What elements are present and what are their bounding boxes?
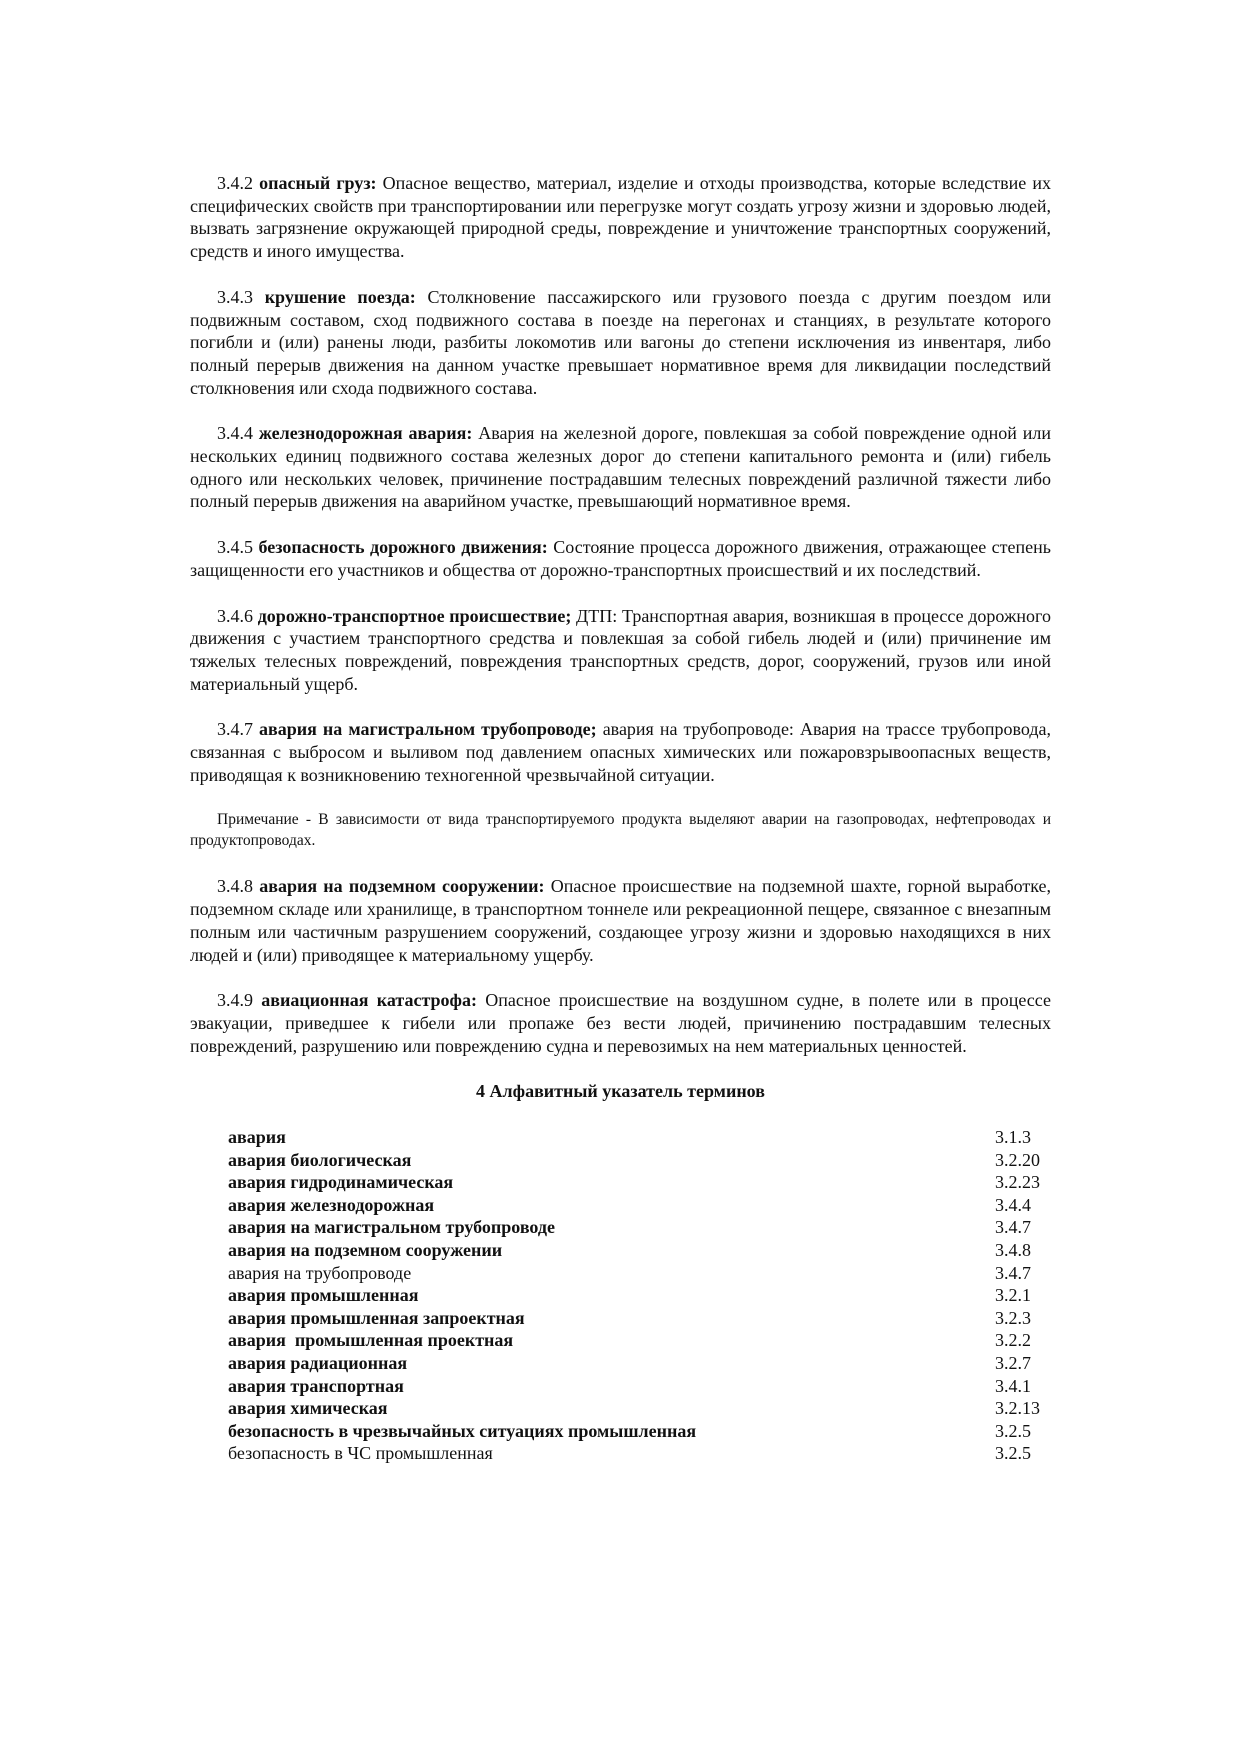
index-row xyxy=(228,1239,1051,1262)
document-page xyxy=(190,172,1051,1465)
index-row xyxy=(228,1216,1051,1239)
note: Примечание - В зависимости от вида транспортируемого продукта выделяют аварии на газопроводах, нефтепроводах и продуктопроводах. xyxy=(190,811,1051,850)
index-term: безопасность в ЧС промышленная xyxy=(228,1443,493,1464)
term-index xyxy=(228,1126,1051,1465)
definition-3-4-2 xyxy=(190,172,1051,263)
index-term: авария гидродинамическая xyxy=(228,1172,454,1193)
index-ref: 3.2.5 xyxy=(995,1443,1031,1464)
index-term: авария химическая xyxy=(228,1398,388,1419)
index-term: авария на трубопроводе xyxy=(228,1262,412,1283)
index-term: авария железнодорожная xyxy=(228,1194,435,1215)
index-ref: 3.4.8 xyxy=(995,1240,1031,1261)
definition-text: авария на трубопроводе: Авария на трассе трубопровода, связанная с выбросом и выливом под давлением опасных химических или пожаровзрывоопасных веществ, приводящая к возникновению техногенной чрезвычайной ситуации. xyxy=(190,719,1052,785)
definition-3-4-6 xyxy=(190,605,1051,696)
clause-number: 3.4.8 xyxy=(217,876,253,897)
index-term: авария на магистральном трубопроводе xyxy=(228,1217,555,1238)
index-row xyxy=(228,1149,1051,1172)
clause-number: 3.4.9 xyxy=(217,990,253,1011)
index-term: авария на подземном сооружении xyxy=(228,1240,503,1261)
index-ref: 3.2.20 xyxy=(995,1149,1040,1170)
index-term: авария промышленная проектная xyxy=(228,1330,514,1351)
clause-number: 3.4.5 xyxy=(217,537,253,558)
definition-text: ДТП: Транспортная авария, возникшая в процессе дорожного движения с участием транспортного средства и повлекшая за собой гибель людей и (или) причинение им тяжелых телесных повреждений, повреждения транспортных средств, дорог, сооружений, грузов или иной материальный ущерб. xyxy=(190,605,1051,694)
index-ref: 3.2.5 xyxy=(995,1420,1031,1441)
index-row xyxy=(228,1397,1051,1420)
definition-text: Опасное происшествие на подземной шахте, горной выработке, подземном складе или хранилище, в транспортном тоннеле или рекреационной пещере, связанное с внезапным полным или частичным разрушением сооружений, создающее угрозу жизни и здоровью находящихся в них людей и (или) приводящее к материальному ущербу. xyxy=(190,876,1052,965)
definition-3-4-5 xyxy=(190,536,1051,581)
index-row xyxy=(228,1126,1051,1149)
definition-text: Состояние процесса дорожного движения, отражающее степень защищенности его участников и общества от дорожно-транспортных происшествий и их последствий. xyxy=(190,537,1051,580)
index-ref: 3.4.4 xyxy=(995,1194,1031,1215)
index-term: авария радиационная xyxy=(228,1353,408,1374)
index-row xyxy=(228,1194,1051,1217)
definition-text: Столкновение пассажирского или грузового поезда с другим поездом или подвижным составом, сход подвижного состава в поезде на перегонах и станциях, в результате которого погибли и (или) ранены люди, разбиты локомотив или вагоны до степени исключения из инвентаря, либо полный перерыв движения на данном участке превышает нормативное время для ликвидации последствий столкновения или схода подвижного состава. xyxy=(190,286,1052,398)
index-row xyxy=(228,1329,1051,1352)
index-row xyxy=(228,1284,1051,1307)
definition-3-4-9 xyxy=(190,989,1051,1057)
index-ref: 3.2.1 xyxy=(995,1285,1031,1306)
index-term: авария промышленная запроектная xyxy=(228,1307,525,1328)
defined-term: безопасность дорожного движения: xyxy=(258,537,548,558)
definition-3-4-8 xyxy=(190,875,1051,966)
clause-number: 3.4.2 xyxy=(217,173,253,193)
index-row xyxy=(228,1420,1051,1443)
index-row xyxy=(228,1262,1051,1285)
defined-term: авария на подземном сооружении: xyxy=(259,876,545,897)
index-term: авария промышленная xyxy=(228,1285,419,1306)
definition-text: Опасное происшествие на воздушном судне, в полете или в процессе эвакуации, приведшее к гибели или пропаже без вести людей, причинению пострадавшим телесных повреждений, разрушению или повреждению судна и перевозимых на нем материальных ценностей. xyxy=(190,990,1051,1056)
definition-3-4-4 xyxy=(190,422,1051,513)
clause-number: 3.4.3 xyxy=(217,286,253,307)
section-title: 4 Алфавитный указатель терминов xyxy=(476,1081,765,1102)
index-term: авария биологическая xyxy=(228,1149,412,1170)
clause-number: 3.4.6 xyxy=(217,605,253,626)
definition-text: Авария на железной дороге, повлекшая за собой повреждение одной или нескольких единиц подвижного состава железных дорог до степени капитального ремонта и (или) гибель одного или нескольких человек, причинение пострадавшим телесных повреждений различной тяжести либо полный перерыв движения на аварийном участке, превышающий нормативное время. xyxy=(190,423,1051,512)
index-ref: 3.4.1 xyxy=(995,1375,1031,1396)
defined-term: дорожно-транспортное происшествие; xyxy=(257,605,572,626)
index-row xyxy=(228,1352,1051,1375)
index-ref: 3.2.7 xyxy=(995,1353,1031,1374)
index-row xyxy=(228,1171,1051,1194)
defined-term: авария на магистральном трубопроводе; xyxy=(259,719,597,740)
index-row xyxy=(228,1442,1051,1465)
defined-term: железнодорожная авария: xyxy=(258,423,473,444)
index-row xyxy=(228,1375,1051,1398)
clause-number: 3.4.7 xyxy=(217,719,253,740)
index-ref: 3.4.7 xyxy=(995,1262,1031,1283)
defined-term: опасный груз: xyxy=(259,173,377,193)
index-term: авария транспортная xyxy=(228,1375,404,1396)
clause-number: 3.4.4 xyxy=(217,423,253,444)
index-ref: 3.2.23 xyxy=(995,1172,1040,1193)
index-row xyxy=(228,1307,1051,1330)
defined-term: крушение поезда: xyxy=(264,286,416,307)
definition-3-4-7 xyxy=(190,718,1051,786)
definition-text: Опасное вещество, материал, изделие и отходы производства, которые вследствие их специфических свойств при транспортировании или перегрузке могут создать угрозу жизни и здоровью людей, вызвать загрязнение окружающей природной среды, повреждение и уничтожение транспортных сооружений, средств и иного имущества. xyxy=(190,173,1051,262)
defined-term: авиационная катастрофа: xyxy=(261,990,477,1011)
index-ref: 3.2.13 xyxy=(995,1398,1040,1419)
index-term: авария xyxy=(228,1127,286,1148)
index-term: безопасность в чрезвычайных ситуациях промышленная xyxy=(228,1420,697,1441)
index-ref: 3.4.7 xyxy=(995,1217,1031,1238)
index-ref: 3.2.3 xyxy=(995,1307,1031,1328)
definition-3-4-3 xyxy=(190,286,1051,400)
index-ref: 3.1.3 xyxy=(995,1127,1031,1148)
index-ref: 3.2.2 xyxy=(995,1330,1031,1351)
